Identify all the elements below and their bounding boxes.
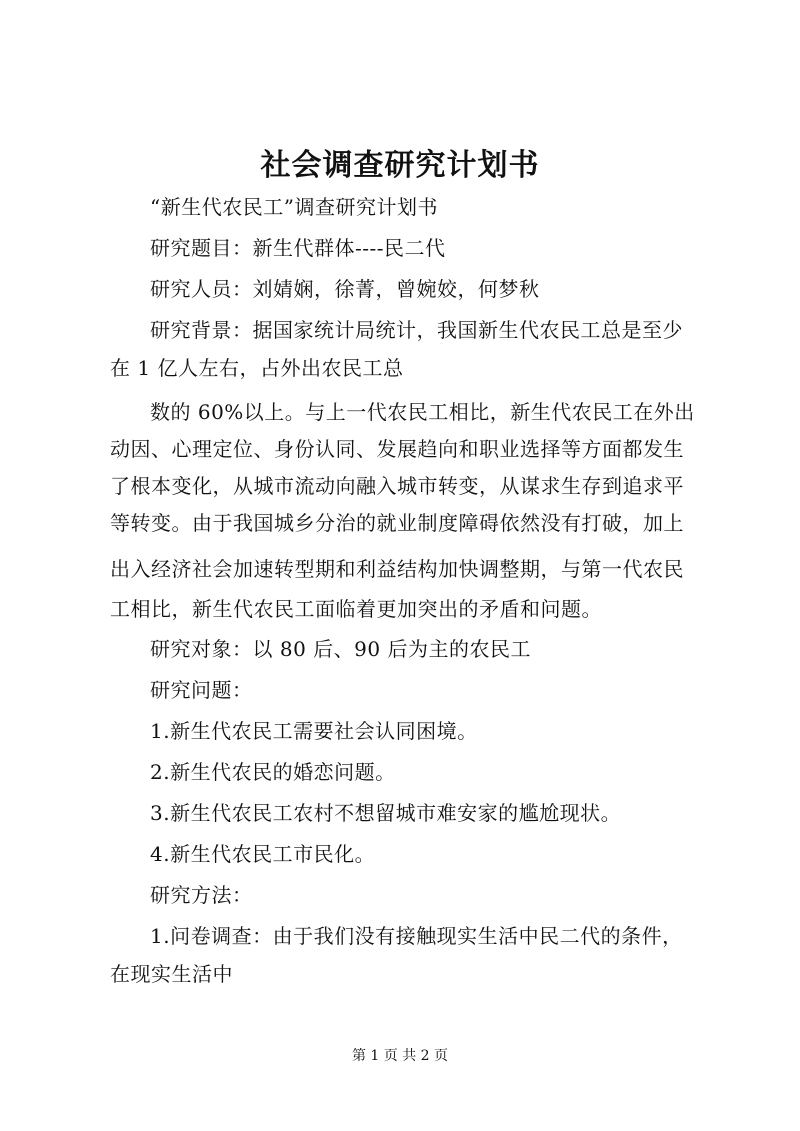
background-line: 动因、心理定位、身份认同、发展趋向和职业选择等方面都发生 <box>110 437 684 461</box>
question-item: 1.新生代农民工需要社会认同困境。 <box>150 719 478 743</box>
method-item: 1.问卷调查：由于我们没有接触现实生活中民二代的条件， <box>150 924 683 948</box>
background-line: 出入经济社会加速转型期和利益结构加快调整期，与第一代农民 <box>110 557 684 581</box>
question-item: 3.新生代农民工农村不想留城市难安家的尴尬现状。 <box>150 801 622 825</box>
page-footer: 第 1 页 共 2 页 <box>351 1048 449 1064</box>
document-title: 社会调查研究计划书 <box>260 148 540 183</box>
background-line: 研究背景：据国家统计局统计，我国新生代农民工总是至少 <box>150 318 683 342</box>
background-line: 了根本变化，从城市流动向融入城市转变，从谋求生存到追求平 <box>110 474 684 498</box>
researchers-line: 研究人员：刘婧娴，徐菁，曾婉姣，何梦秋 <box>150 277 540 301</box>
question-item: 4.新生代农民工市民化。 <box>150 842 376 866</box>
research-object-line: 研究对象：以 80 后、90 后为主的农民工 <box>150 637 531 661</box>
background-line: 等转变。由于我国城乡分治的就业制度障碍依然没有打破，加上 <box>110 511 684 535</box>
background-line: 工相比，新生代农民工面临着更加突出的矛盾和问题。 <box>110 597 602 621</box>
question-item: 2.新生代农民的婚恋问题。 <box>150 760 396 784</box>
background-line: 在 1 亿人左右，占外出农民工总 <box>110 356 404 380</box>
background-line: 数的 60%以上。与上一代农民工相比，新生代农民工在外出 <box>150 400 695 424</box>
subtitle-line: “新生代农民工”调查研究计划书 <box>150 195 438 219</box>
method-item: 在现实生活中 <box>110 962 233 986</box>
research-methods-heading: 研究方法： <box>150 883 253 907</box>
research-questions-heading: 研究问题： <box>150 678 253 702</box>
research-topic-line: 研究题目：新生代群体----民二代 <box>150 236 446 260</box>
